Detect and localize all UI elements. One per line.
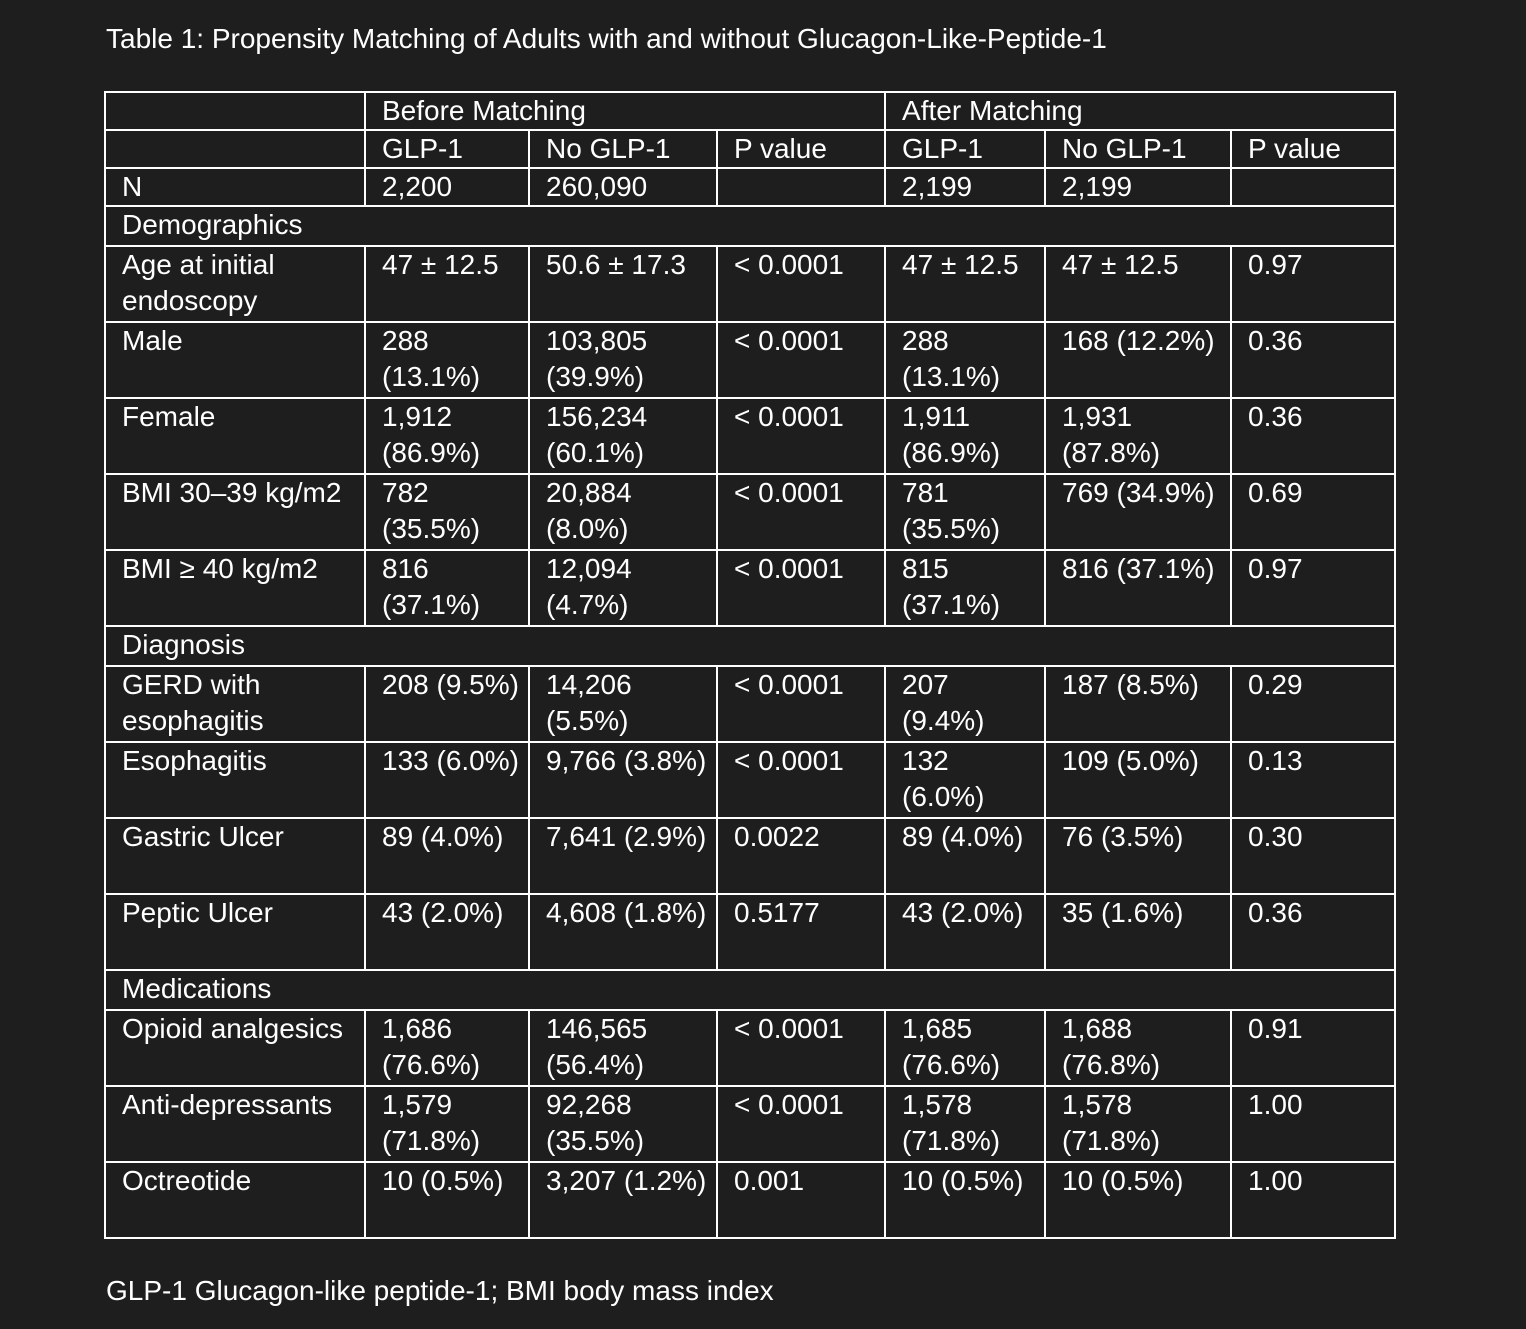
row-label: GERD with esophagitis: [105, 666, 365, 742]
cell-before-no-glp1: 4,608 (1.8%): [529, 894, 717, 970]
table-row: [105, 322, 1395, 398]
cell-before-p-value: [717, 168, 885, 206]
cell-before-p-value: < 0.0001: [717, 1086, 885, 1162]
cell-before-glp1: 10 (0.5%): [365, 1162, 529, 1238]
cell-after-glp1: 1,685 (76.6%): [885, 1010, 1045, 1086]
table-row: [105, 666, 1395, 742]
row-label: Opioid analgesics: [105, 1010, 365, 1086]
column-header-row: [105, 130, 1395, 168]
cell-before-no-glp1: 260,090: [529, 168, 717, 206]
cell-after-no-glp1: 76 (3.5%): [1045, 818, 1231, 894]
table-row: [105, 818, 1395, 894]
cell-before-glp1: 208 (9.5%): [365, 666, 529, 742]
cell-after-p-value: 0.36: [1231, 398, 1395, 474]
row-label: Peptic Ulcer: [105, 894, 365, 970]
cell-after-p-value: 0.30: [1231, 818, 1395, 894]
table-row: [105, 1086, 1395, 1162]
cell-after-glp1: 1,911 (86.9%): [885, 398, 1045, 474]
cell-after-p-value: 0.36: [1231, 894, 1395, 970]
cell-after-glp1: 47 ± 12.5: [885, 246, 1045, 322]
table-row: [105, 742, 1395, 818]
cell-before-glp1: 89 (4.0%): [365, 818, 529, 894]
column-header-before-p-value: P value: [717, 130, 885, 168]
cell-before-glp1: 133 (6.0%): [365, 742, 529, 818]
table-row: [105, 246, 1395, 322]
cell-after-no-glp1: 109 (5.0%): [1045, 742, 1231, 818]
cell-after-glp1: 207 (9.4%): [885, 666, 1045, 742]
cell-before-no-glp1: 9,766 (3.8%): [529, 742, 717, 818]
row-label: Esophagitis: [105, 742, 365, 818]
section-row: [105, 206, 1395, 246]
table-row: [105, 398, 1395, 474]
row-label: Female: [105, 398, 365, 474]
cell-after-glp1: 10 (0.5%): [885, 1162, 1045, 1238]
cell-before-p-value: < 0.0001: [717, 322, 885, 398]
cell-after-no-glp1: 10 (0.5%): [1045, 1162, 1231, 1238]
cell-after-p-value: 0.36: [1231, 322, 1395, 398]
cell-before-no-glp1: 50.6 ± 17.3: [529, 246, 717, 322]
section-demographics: Demographics: [105, 206, 1395, 246]
cell-after-p-value: 0.91: [1231, 1010, 1395, 1086]
cell-after-no-glp1: 769 (34.9%): [1045, 474, 1231, 550]
table-row: [105, 1162, 1395, 1238]
cell-before-p-value: < 0.0001: [717, 666, 885, 742]
cell-before-glp1: 782 (35.5%): [365, 474, 529, 550]
cell-before-glp1: 816 (37.1%): [365, 550, 529, 626]
cell-after-p-value: 0.97: [1231, 550, 1395, 626]
cell-after-no-glp1: 1,578 (71.8%): [1045, 1086, 1231, 1162]
row-label: Octreotide: [105, 1162, 365, 1238]
column-header-before-glp1: GLP-1: [365, 130, 529, 168]
cell-after-glp1: 815 (37.1%): [885, 550, 1045, 626]
empty-header-cell: [105, 130, 365, 168]
cell-after-glp1: 2,199: [885, 168, 1045, 206]
after-matching-header: After Matching: [885, 92, 1395, 130]
section-medications: Medications: [105, 970, 1395, 1010]
cell-before-glp1: 2,200: [365, 168, 529, 206]
cell-before-glp1: 288 (13.1%): [365, 322, 529, 398]
cell-after-glp1: 1,578 (71.8%): [885, 1086, 1045, 1162]
cell-before-no-glp1: 92,268 (35.5%): [529, 1086, 717, 1162]
table-row: [105, 550, 1395, 626]
column-header-after-glp1: GLP-1: [885, 130, 1045, 168]
row-label: Age at initial endoscopy: [105, 246, 365, 322]
cell-after-no-glp1: 187 (8.5%): [1045, 666, 1231, 742]
cell-after-no-glp1: 2,199: [1045, 168, 1231, 206]
cell-before-p-value: 0.001: [717, 1162, 885, 1238]
cell-before-glp1: 1,579 (71.8%): [365, 1086, 529, 1162]
row-label: Gastric Ulcer: [105, 818, 365, 894]
cell-before-p-value: < 0.0001: [717, 1010, 885, 1086]
cell-before-p-value: < 0.0001: [717, 474, 885, 550]
cell-after-p-value: 0.29: [1231, 666, 1395, 742]
column-header-before-no-glp1: No GLP-1: [529, 130, 717, 168]
cell-before-no-glp1: 12,094 (4.7%): [529, 550, 717, 626]
cell-after-p-value: 1.00: [1231, 1086, 1395, 1162]
empty-header-cell: [105, 92, 365, 130]
cell-before-p-value: < 0.0001: [717, 246, 885, 322]
propensity-matching-table: [104, 91, 1396, 1239]
table-footnote: GLP-1 Glucagon-like peptide-1; BMI body mass index: [106, 1275, 774, 1306]
section-row: [105, 626, 1395, 666]
column-header-after-no-glp1: No GLP-1: [1045, 130, 1231, 168]
row-label: BMI 30–39 kg/m2: [105, 474, 365, 550]
cell-after-glp1: 43 (2.0%): [885, 894, 1045, 970]
cell-before-glp1: 47 ± 12.5: [365, 246, 529, 322]
table-row: [105, 894, 1395, 970]
cell-before-no-glp1: 103,805 (39.9%): [529, 322, 717, 398]
n-row: [105, 168, 1395, 206]
cell-after-p-value: 0.69: [1231, 474, 1395, 550]
table-title: Table 1: Propensity Matching of Adults with and without Glucagon-Like-Peptide-1: [106, 23, 1107, 54]
section-diagnosis: Diagnosis: [105, 626, 1395, 666]
cell-after-p-value: 0.97: [1231, 246, 1395, 322]
section-row: [105, 970, 1395, 1010]
cell-before-no-glp1: 14,206 (5.5%): [529, 666, 717, 742]
row-label: Anti-depressants: [105, 1086, 365, 1162]
cell-after-no-glp1: 35 (1.6%): [1045, 894, 1231, 970]
cell-after-glp1: 132 (6.0%): [885, 742, 1045, 818]
row-label: N: [105, 168, 365, 206]
cell-before-p-value: < 0.0001: [717, 398, 885, 474]
before-matching-header: Before Matching: [365, 92, 885, 130]
table-row: [105, 474, 1395, 550]
cell-before-no-glp1: 20,884 (8.0%): [529, 474, 717, 550]
cell-after-p-value: 0.13: [1231, 742, 1395, 818]
cell-after-no-glp1: 168 (12.2%): [1045, 322, 1231, 398]
row-label: Male: [105, 322, 365, 398]
cell-before-no-glp1: 3,207 (1.2%): [529, 1162, 717, 1238]
group-header-row: [105, 92, 1395, 130]
cell-before-p-value: < 0.0001: [717, 550, 885, 626]
table-row: [105, 1010, 1395, 1086]
cell-before-p-value: < 0.0001: [717, 742, 885, 818]
cell-before-p-value: 0.0022: [717, 818, 885, 894]
cell-before-glp1: 1,686 (76.6%): [365, 1010, 529, 1086]
row-label: BMI ≥ 40 kg/m2: [105, 550, 365, 626]
cell-after-p-value: [1231, 168, 1395, 206]
cell-before-no-glp1: 146,565 (56.4%): [529, 1010, 717, 1086]
cell-after-glp1: 781 (35.5%): [885, 474, 1045, 550]
cell-before-p-value: 0.5177: [717, 894, 885, 970]
cell-before-no-glp1: 7,641 (2.9%): [529, 818, 717, 894]
column-header-after-p-value: P value: [1231, 130, 1395, 168]
cell-before-glp1: 1,912 (86.9%): [365, 398, 529, 474]
cell-before-glp1: 43 (2.0%): [365, 894, 529, 970]
cell-before-no-glp1: 156,234 (60.1%): [529, 398, 717, 474]
cell-after-glp1: 89 (4.0%): [885, 818, 1045, 894]
cell-after-no-glp1: 816 (37.1%): [1045, 550, 1231, 626]
cell-after-no-glp1: 47 ± 12.5: [1045, 246, 1231, 322]
cell-after-p-value: 1.00: [1231, 1162, 1395, 1238]
cell-after-no-glp1: 1,931 (87.8%): [1045, 398, 1231, 474]
cell-after-glp1: 288 (13.1%): [885, 322, 1045, 398]
cell-after-no-glp1: 1,688 (76.8%): [1045, 1010, 1231, 1086]
